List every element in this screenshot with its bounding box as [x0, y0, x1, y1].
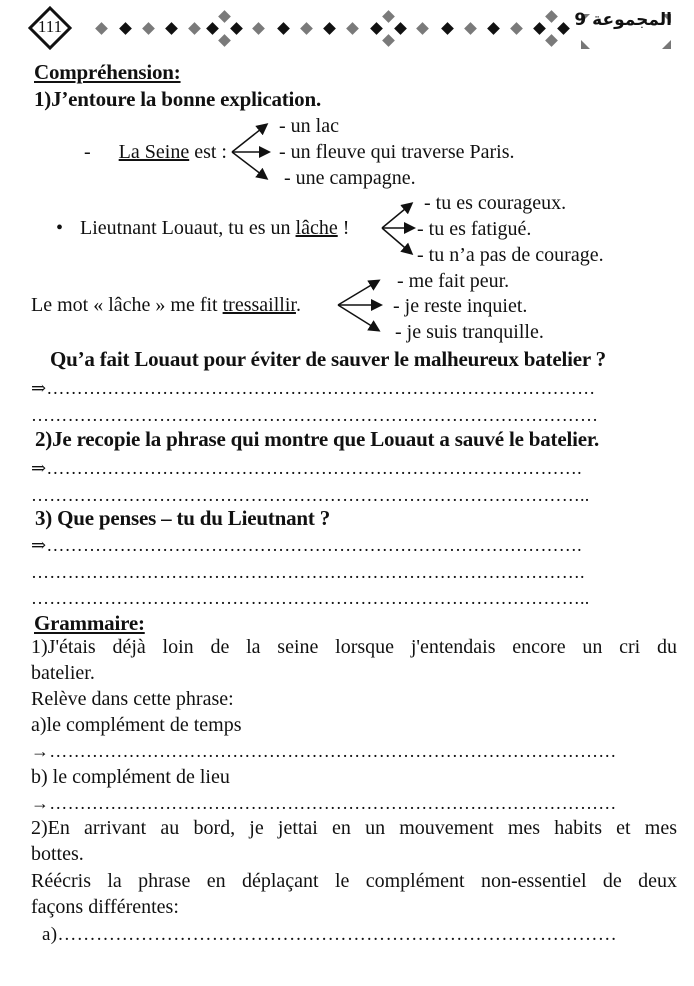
diamond-icon	[300, 22, 313, 35]
grammar-sentence-2: 2)En arrivant au bord, je jettai en un mouvement mes habits et mes	[31, 817, 677, 839]
option[interactable]: - je suis tranquille.	[395, 321, 544, 343]
instruction-rewrite-cont: façons différentes:	[31, 896, 179, 918]
diamond-icon	[510, 22, 523, 35]
diamond-icon	[218, 34, 231, 47]
branch-arrows-icon	[230, 120, 280, 180]
instruction-rewrite: Réécris la phrase en déplaçant le complément non-essentiel de deux	[31, 870, 677, 892]
branch-arrows-icon	[336, 275, 386, 335]
item-1-rest: est :	[189, 141, 227, 163]
page-number: 111	[37, 17, 63, 36]
branch-arrows-icon	[380, 198, 420, 258]
item-1-subject: La Seine	[118, 141, 190, 163]
diamond-icon	[487, 22, 500, 35]
grammar-sentence-2-cont: bottes.	[31, 843, 84, 865]
diamond-icon	[441, 22, 454, 35]
grammar-sentence-1-cont: batelier.	[31, 662, 95, 684]
question-1-title: 1)J’entoure la bonne explication.	[34, 87, 322, 111]
diamond-icon	[218, 10, 231, 23]
grammar-sentence-1: 1)J'étais déjà loin de la seine lorsque j'entendais encore un cri du	[31, 636, 677, 658]
diamond-icon	[165, 22, 178, 35]
item-3-prefix: Le mot « lâche » me fit	[31, 294, 223, 316]
option[interactable]: - un fleuve qui traverse Paris.	[279, 141, 515, 163]
diamond-icon	[252, 22, 265, 35]
diamond-icon	[394, 22, 407, 35]
item-2-keyword: lâche	[295, 217, 338, 239]
answer-line[interactable]: ………………………………………………………………………………..	[31, 588, 590, 608]
instruction: Relève dans cette phrase:	[31, 688, 234, 710]
diamond-icon	[545, 10, 558, 23]
option[interactable]: - tu es courageux.	[424, 192, 567, 214]
answer-line[interactable]: …………………………………………………………………………………	[31, 405, 599, 425]
answer-line[interactable]: ⇒…………………………………………………………………………….	[31, 535, 582, 555]
diamond-icon	[346, 22, 359, 35]
diamond-icon	[545, 34, 558, 47]
answer-line[interactable]: ⇒…………………………………………………………………………….	[31, 458, 582, 478]
item-1	[84, 141, 227, 164]
sub-question-b: b) le complément de lieu	[31, 766, 230, 788]
corner-triangle-icon	[662, 40, 671, 49]
item-2-prefix: Lieutnant Louaut, tu es un	[80, 217, 296, 239]
diamond-icon	[95, 22, 108, 35]
diamond-icon	[188, 22, 201, 35]
option[interactable]: - une campagne.	[284, 167, 416, 189]
question-3-title: 3) Que penses – tu du Lieutnant ?	[35, 506, 331, 530]
diamond-icon	[533, 22, 546, 35]
option[interactable]: - tu es fatigué.	[417, 218, 532, 240]
diamond-icon	[557, 22, 570, 35]
diamond-icon	[323, 22, 336, 35]
bullet-icon: •	[56, 217, 64, 239]
item-2-suffix: !	[337, 217, 350, 239]
diamond-icon	[230, 22, 243, 35]
diamond-icon	[206, 22, 219, 35]
item-3-keyword: tressaillir	[222, 294, 296, 316]
diamond-icon	[277, 22, 290, 35]
dash-bullet: -	[84, 141, 91, 163]
question-louaut: Qu’a fait Louaut pour éviter de sauver le malheureux batelier ?	[50, 347, 606, 371]
diamond-icon	[142, 22, 155, 35]
answer-line[interactable]: →…………………………………………………………………………………	[31, 793, 617, 813]
diamond-icon	[370, 22, 383, 35]
sub-question-a: a)le complément de temps	[31, 714, 242, 736]
diamond-icon	[464, 22, 477, 35]
option[interactable]: - tu n’a pas de courage.	[417, 244, 604, 266]
question-2-title: 2)Je recopie la phrase qui montre que Louaut a sauvé le batelier.	[35, 427, 600, 451]
section-title-grammaire: Grammaire:	[34, 611, 145, 635]
answer-line[interactable]: →…………………………………………………………………………………	[31, 741, 617, 761]
option[interactable]: - je reste inquiet.	[393, 295, 528, 317]
diamond-icon	[382, 10, 395, 23]
diamond-icon	[119, 22, 132, 35]
corner-triangle-icon	[581, 40, 590, 49]
option[interactable]: - me fait peur.	[397, 270, 510, 292]
item-3	[31, 294, 301, 317]
diamond-icon	[382, 34, 395, 47]
answer-line[interactable]: ⇒………………………………………………………………………………	[31, 378, 596, 398]
section-title-comprehension: Compréhension:	[34, 60, 181, 84]
group-label: المجموعة 9	[574, 10, 672, 30]
answer-line[interactable]: ……………………………………………………………………………….	[31, 562, 585, 582]
diamond-icon	[416, 22, 429, 35]
item-3-suffix: .	[295, 294, 301, 316]
item-2	[56, 217, 349, 240]
answer-line[interactable]: ………………………………………………………………………………..	[31, 485, 590, 505]
answer-line[interactable]: a)……………………………………………………………………………	[42, 924, 618, 945]
option[interactable]: - un lac	[279, 115, 339, 137]
